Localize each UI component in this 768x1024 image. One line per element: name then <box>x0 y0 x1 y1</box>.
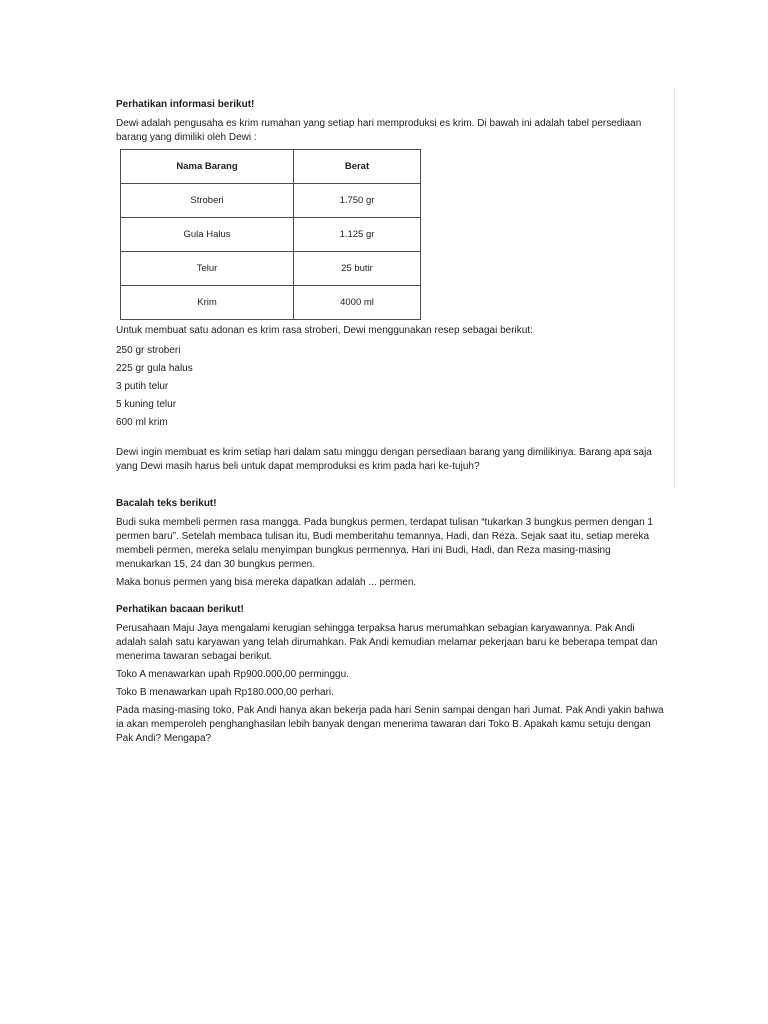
offer-b: Toko B menawarkan upah Rp180.000,00 perhari. <box>116 687 334 698</box>
recipe-list <box>116 342 664 432</box>
section-job-offer <box>116 603 664 746</box>
list-item: 5 kuning telur <box>116 399 177 410</box>
section3-heading: Perhatikan bacaan berikut! <box>116 604 244 615</box>
table-header-name: Nama Barang <box>121 150 294 184</box>
offer-a: Toko A menawarkan upah Rp900.000,00 perminggu. <box>116 669 349 680</box>
section-ice-cream <box>116 98 664 474</box>
list-item: 225 gr gula halus <box>116 363 193 374</box>
table-row <box>121 286 421 320</box>
table-row <box>121 252 421 286</box>
table-cell-amount: 1.750 gr <box>294 184 421 218</box>
section1-heading: Perhatikan informasi berikut! <box>116 99 255 110</box>
section2-question: Maka bonus permen yang bisa mereka dapatkan adalah ... permen. <box>116 577 417 588</box>
list-item: 3 putih telur <box>116 381 169 392</box>
section3-body: Perusahaan Maju Jaya mengalami kerugian sehingga terpaksa harus merumahkan sebagian karyawannya. Pak Andi adalah salah satu karyawan yang telah dirumahkan. Pak Andi kemudian melamar pekerjaan baru ke beberapa tempat dan menerima tawaran sebagai berikut. <box>116 623 658 662</box>
table-header-row <box>121 150 421 184</box>
table-row <box>121 184 421 218</box>
section2-heading: Bacalah teks berikut! <box>116 498 217 509</box>
table-cell-item: Gula Halus <box>121 218 294 252</box>
list-item: 600 ml krim <box>116 417 168 428</box>
page-edge-divider <box>674 88 675 488</box>
table-cell-item: Telur <box>121 252 294 286</box>
table-cell-item: Stroberi <box>121 184 294 218</box>
table-cell-amount: 1.125 gr <box>294 218 421 252</box>
section2-body: Budi suka membeli permen rasa mangga. Pada bungkus permen, terdapat tulisan “tukarkan 3 bungkus permen dengan 1 permen baru”. Setelah membaca tulisan itu, Budi memberitahu temannya, Hadi, dan Reza. Sejak saat itu, setiap mereka membeli permen, mereka selalu menyimpan bungkus permennya. Hari ini Budi, Hadi, dan Reza masing-masing menukarkan 15, 24 dan 30 bungkus permen. <box>116 517 653 570</box>
recipe-intro: Untuk membuat satu adonan es krim rasa stroberi, Dewi menggunakan resep sebagai berikut: <box>116 325 533 336</box>
table-row <box>121 218 421 252</box>
list-item: 250 gr stroberi <box>116 345 181 356</box>
section1-intro: Dewi adalah pengusaha es krim rumahan yang setiap hari memproduksi es krim. Di bawah ini adalah tabel persediaan barang yang dimiliki oleh Dewi : <box>116 118 642 143</box>
inventory-table <box>120 149 421 320</box>
section3-question: Pada masing-masing toko, Pak Andi hanya akan bekerja pada hari Senin sampai dengan hari Jumat. Pak Andi yakin bahwa ia akan memperoleh penghanghasilan lebih banyak dengan menerima tawaran dari Toko B. Apakah kamu setuju dengan Pak Andi? Mengapa? <box>116 705 664 744</box>
table-cell-item: Krim <box>121 286 294 320</box>
section-candy <box>116 497 664 590</box>
table-cell-amount: 25 butir <box>294 252 421 286</box>
table-header-weight: Berat <box>294 150 421 184</box>
table-cell-amount: 4000 ml <box>294 286 421 320</box>
section1-question: Dewi ingin membuat es krim setiap hari dalam satu minggu dengan persediaan barang yang dimilikinya. Barang apa saja yang Dewi masih harus beli untuk dapat memproduksi es krim pada hari ke-tujuh? <box>116 447 652 472</box>
